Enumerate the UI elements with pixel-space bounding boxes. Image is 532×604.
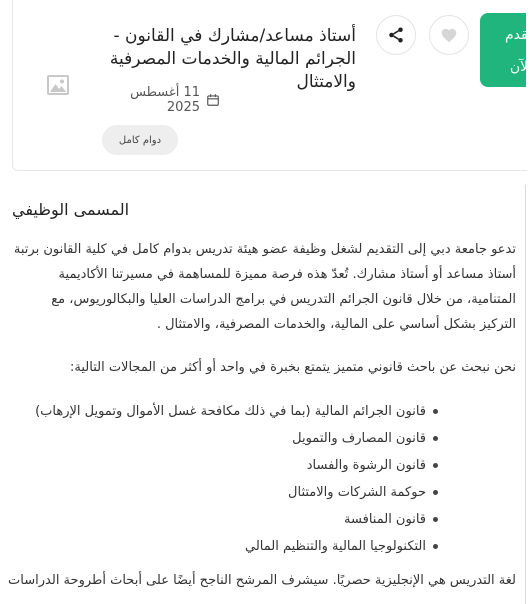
job-title: أستاذ مساعد/مشارك في القانون - الجرائم المالية والخدمات المصرفية والامتثال xyxy=(109,26,356,93)
posted-date xyxy=(100,85,220,115)
image-placeholder-icon xyxy=(46,73,70,97)
list-item: قانون المصارف والتمويل xyxy=(12,425,426,452)
apply-label-line2: الآن xyxy=(509,59,532,75)
expertise-areas-list xyxy=(12,398,516,560)
employment-type-badge: دوام كامل xyxy=(102,125,178,155)
list-item: قانون الرشوة والفساد xyxy=(12,452,426,479)
areas-intro: نحن نبحث عن باحث قانوني متميز يتمتع بخبرة في واحد أو أكثر من المجالات التالية: xyxy=(70,360,516,375)
teaching-language-paragraph: لغة التدريس هي الإنجليزية حصريًا. سيشرف المرشح الناجح أيضًا على أبحاث أطروحة الدراسات xyxy=(8,573,516,588)
favorite-button[interactable] xyxy=(429,15,469,55)
posted-date-text: 11 أغسطس 2025 xyxy=(130,85,200,115)
list-item: التكنولوجيا المالية والتنظيم المالي xyxy=(12,533,426,560)
heart-icon xyxy=(440,27,458,43)
apply-label-line1: تقدم xyxy=(505,27,532,43)
section-heading xyxy=(12,200,516,219)
share-icon xyxy=(387,26,405,44)
apply-now-button[interactable] xyxy=(480,13,532,87)
list-item: حوكمة الشركات والامتثال xyxy=(12,479,426,506)
list-item: قانون المنافسة xyxy=(12,506,426,533)
list-item: قانون الجرائم المالية (بما في ذلك مكافحة غسل الأموال وتمويل الإرهاب) xyxy=(12,398,426,425)
share-button[interactable] xyxy=(376,15,416,55)
section-heading-text: المسمى الوظيفي xyxy=(12,200,130,219)
scroll-track[interactable] xyxy=(525,185,526,604)
job-description xyxy=(8,200,516,593)
calendar-icon xyxy=(206,93,220,107)
intro-paragraph: تدعو جامعة دبي إلى التقديم لشغل وظيفة عضو هيئة تدريس بدوام كامل في كلية القانون برتبة أستاذ مساعد أو أستاذ مشارك. تُعدّ هذه فرصة مميزة للمساهمة في مسيرتنا الأكاديمية المتنامية، من خلال قانون الجرائم التدريس في برامج الدراسات العليا والبكالوريوس، مع التركيز بشكل أساسي على المالية، والخدمات المصرفية، والامتثال . xyxy=(13,242,516,332)
